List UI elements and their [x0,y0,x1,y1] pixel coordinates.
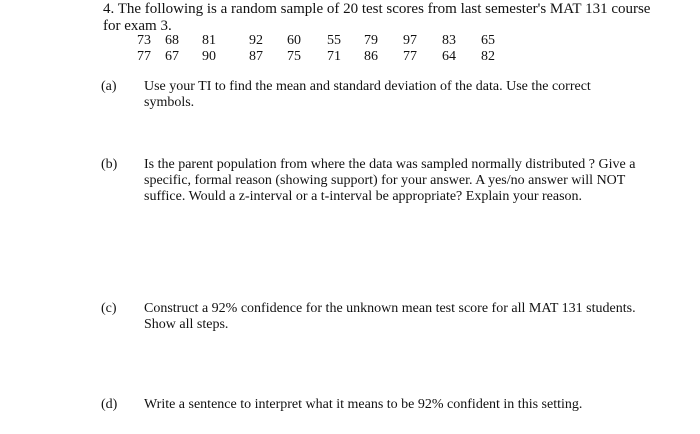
score-cell: 97 [403,33,417,48]
part-d-text: Write a sentence to interpret what it means to be 92% confident in this setting. [144,397,583,412]
score-cell: 65 [481,33,495,48]
score-cell: 77 [403,49,417,64]
score-cell: 68 [165,33,179,48]
problem-statement: 4. The following is a random sample of 20 test scores from last semester's MAT 131 course for exam 3. [103,1,651,34]
score-cell: 64 [442,49,456,64]
score-cell: 81 [202,33,216,48]
score-cell: 86 [364,49,378,64]
score-cell: 92 [249,33,263,48]
part-a-label: (a) [101,79,117,94]
score-cell: 73 [137,33,151,48]
score-cell: 71 [327,49,341,64]
score-cell: 90 [202,49,216,64]
part-d-label: (d) [101,397,118,412]
score-cell: 60 [287,33,301,48]
part-b-label: (b) [101,157,118,172]
score-cell: 75 [287,49,301,64]
part-c-text: Construct a 92% confidence for the unknown mean test score for all MAT 131 students. Show all steps. [144,301,636,332]
score-cell: 79 [364,33,378,48]
score-cell: 82 [481,49,495,64]
part-c-label: (c) [101,301,117,316]
score-cell: 83 [442,33,456,48]
score-cell: 77 [137,49,151,64]
part-a-text: Use your TI to find the mean and standard deviation of the data. Use the correct symbols. [144,79,591,110]
score-cell: 67 [165,49,179,64]
part-b-text: Is the parent population from where the data was sampled normally distributed ? Give a specific, formal reason (showing support) for your answer. A yes/no answer will NOT suffice. Would a z-interval or a t-interval be appropriate? Explain your reason. [144,157,636,204]
score-cell: 87 [249,49,263,64]
score-cell: 55 [327,33,341,48]
